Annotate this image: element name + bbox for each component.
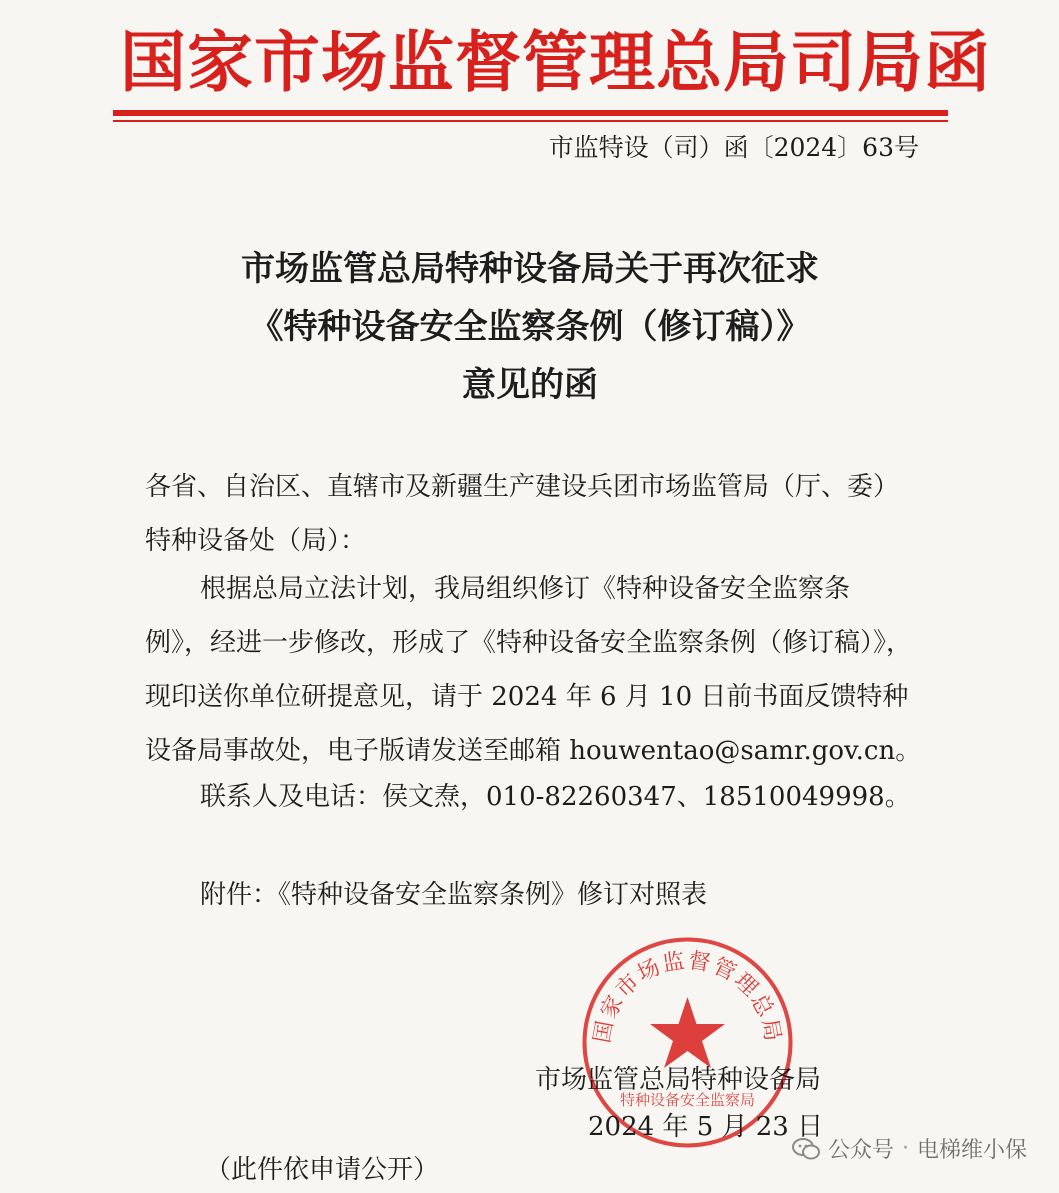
seal-inner-text: 特种设备安全监察局 (619, 1091, 756, 1109)
body-line-2: 例》，经进一步修改，形成了《特种设备安全监察条例（修订稿）》， (145, 628, 913, 658)
addressee-line-2: 特种设备处（局）： (145, 526, 367, 556)
seal-star-icon (650, 997, 725, 1068)
wechat-icon (792, 1137, 820, 1161)
letterhead-rule-thick (113, 110, 948, 116)
body-line-3: 现印送你单位研提意见，请于 2024 年 6 月 10 日前书面反馈特种 (145, 682, 909, 712)
letterhead-title: 国家市场监督管理总局司局函 (120, 24, 991, 101)
public-disclosure-note: （此件依申请公开） (205, 1155, 440, 1185)
letterhead-rule-thin (113, 120, 948, 122)
watermark-name: 电梯维小保 (916, 1138, 1027, 1163)
addressee (145, 460, 935, 568)
signature-date: 2024 年 5 月 23 日 (588, 1112, 824, 1142)
body-line-4: 设备局事故处，电子版请发送至邮箱 houwentao@samr.gov.cn。 (145, 736, 922, 766)
watermark-separator: · (901, 1136, 909, 1161)
document-title (150, 240, 910, 414)
addressee-line-1: 各省、自治区、直辖市及新疆生产建设兵团市场监管局（厅、委） (145, 472, 900, 502)
seal-outer-text: 国家市场监督管理总局 (589, 948, 786, 1046)
body-paragraph (145, 562, 935, 778)
signature-org: 市场监管总局特种设备局 (535, 1065, 822, 1095)
watermark-prefix: 公众号 (827, 1138, 894, 1163)
document-number: 市监特设（司）函〔2024〕63号 (548, 133, 919, 162)
wechat-watermark (792, 1133, 1027, 1164)
title-line-1: 市场监管总局特种设备局关于再次征求 (241, 249, 819, 289)
title-line-2: 《特种设备安全监察条例（修订稿）》 (249, 307, 811, 347)
body-line-1: 根据总局立法计划，我局组织修订《特种设备安全监察条 (200, 574, 851, 604)
title-line-3: 意见的函 (462, 365, 598, 405)
contact-info: 联系人及电话：侯文焘，010-82260347、18510049998。 (200, 782, 911, 812)
attachment-line: 附件：《特种设备安全监察条例》修订对照表 (200, 880, 708, 910)
